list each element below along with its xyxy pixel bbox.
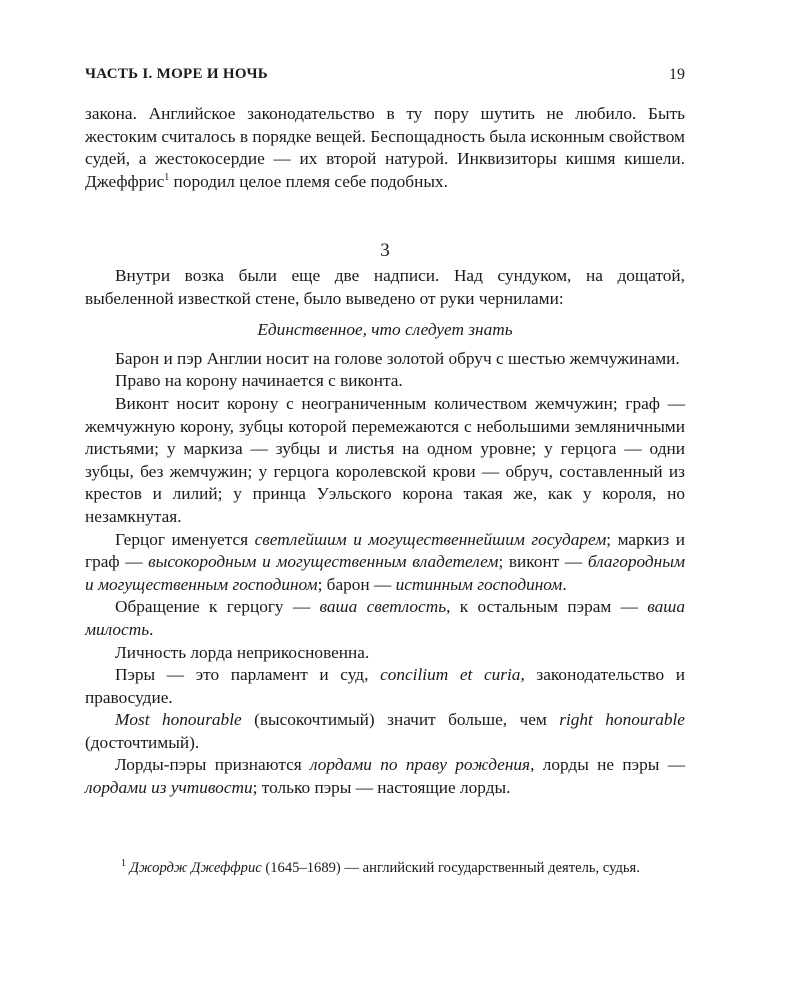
italic-run: высокородным и могущественным владетелем (148, 552, 499, 572)
italic-run: светлейшим и могущественнейшим государем (254, 529, 607, 549)
paragraph: Личность лорда неприкосновенна. (115, 642, 370, 662)
paragraph-text: породил целое племя себе подобных. (169, 171, 448, 191)
continued-text-block (85, 103, 685, 193)
running-title: ЧАСТЬ I. МОРЕ И НОЧЬ (85, 66, 268, 82)
footnote-name: Джордж Джеффрис (129, 860, 262, 876)
paragraph (85, 709, 685, 754)
footnote-mark: 1 (121, 858, 126, 870)
text-run: , лорды не пэры — (530, 755, 685, 775)
footnote-reference[interactable]: 1 (164, 172, 170, 184)
italic-run: благородным и могущественным господином (85, 552, 685, 594)
paragraph (85, 596, 685, 641)
footnote (85, 858, 685, 878)
text-run: . (149, 619, 154, 639)
italic-run: Most honourable (115, 710, 242, 730)
text-run: ; виконт — (498, 552, 588, 572)
section-text-block (85, 265, 685, 800)
footnote-years: (1645–1689) (261, 860, 341, 876)
paragraph (85, 529, 685, 597)
italic-run: ваша милость (85, 597, 685, 639)
text-run: ; маркиз и граф — (85, 529, 685, 572)
italic-run: истинным господином (395, 574, 563, 594)
paragraph: Барон и пэр Англии носит на голове золотой обруч с шестью жемчужинами. (115, 348, 680, 368)
inscription-title: Единственное, что следует знать (257, 320, 513, 340)
paragraph: Право на корону начинается с виконта. (115, 371, 403, 391)
text-run: (досточтимый). (85, 732, 200, 752)
paragraph-text: закона. Английское законодательство в ту пору шутить не любило. Быть жестоким считалось в порядке вещей. Беспощадность была исконным свойством судей, а жестокосердие — их второй натурой. Инквизиторы кишмя кишели. Джеффрис (85, 104, 685, 191)
text-run: (высокочтимый) значит больше, чем (241, 710, 560, 730)
text-run: , законодательство и правосудие. (85, 665, 685, 707)
text-run: ; только пэры — настоящие лорды. (252, 778, 511, 798)
text-run: . (562, 574, 567, 594)
footnote-text: — английский государственный деятель, судья. (340, 860, 640, 876)
text-run: Герцог именуется (115, 529, 255, 549)
text-run: ; барон — (317, 574, 396, 594)
paragraph (85, 664, 685, 709)
italic-run: ваша светлость (319, 597, 447, 617)
text-run: Лорды-пэры признаются (115, 755, 311, 775)
intro-paragraph: Внутри возка были еще две надписи. Над сундуком, на дощатой, выбеленной известкой стене, было выведено от руки чернилами: (85, 266, 685, 308)
italic-run: лордами по праву рождения (310, 755, 531, 775)
italic-run: лордами из учтивости (85, 778, 253, 798)
section-number: 3 (380, 240, 390, 261)
italic-run: right honourable (559, 710, 685, 730)
text-run: Пэры — это парламент и суд, (115, 665, 381, 685)
paragraph (85, 754, 685, 799)
paragraph: Виконт носит корону с неограниченным количеством жемчужин; граф — жемчужную корону, зубцы которой перемежаются с небольшими земляничными листьями; у маркиза — зубцы и листья на одном уровне; у герцога — одни зубцы, без жемчужин; у герцога королевской крови — обруч, составленный из крестов и лилий; у принца Уэльского корона такая же, как у короля, но незамкнутая. (85, 393, 685, 526)
continued-paragraph (85, 103, 685, 193)
text-run: , к остальным пэрам — (446, 597, 648, 617)
italic-run: concilium et curia (380, 665, 521, 685)
page-header (85, 66, 685, 88)
page-number: 19 (669, 66, 685, 83)
text-run: Обращение к герцогу — (115, 597, 320, 617)
